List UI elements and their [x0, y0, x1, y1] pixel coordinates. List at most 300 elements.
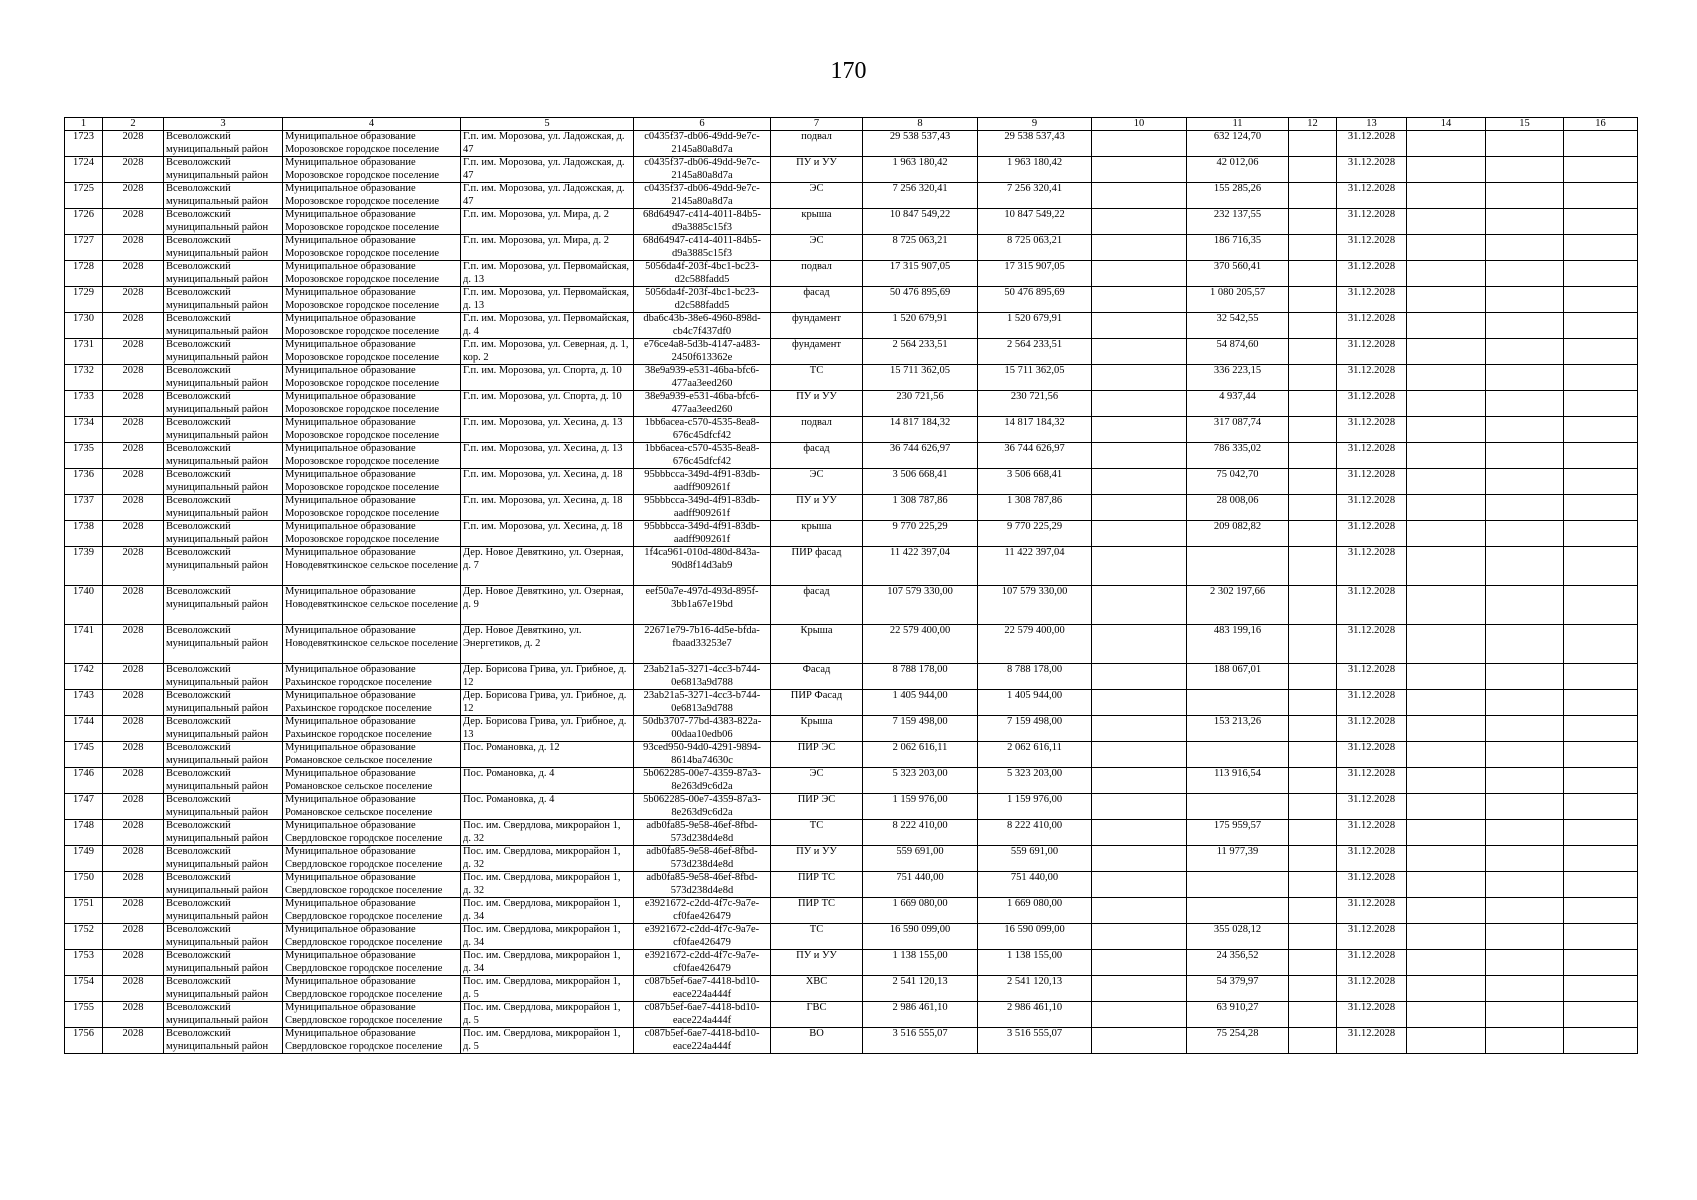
col12-cell [1289, 521, 1337, 547]
col16-cell [1564, 391, 1638, 417]
district-cell: Всеволожский муниципальный район [164, 625, 283, 664]
row-number: 1751 [65, 898, 103, 924]
municipality-cell: Муниципальное образование Свердловское городское поселение [283, 976, 461, 1002]
table-row [65, 1028, 1638, 1054]
municipality-cell: Муниципальное образование Новодевяткинское сельское поселение [283, 586, 461, 625]
cost-fund-cell: 8 222 410,00 [978, 820, 1092, 846]
cost-fund-cell: 107 579 330,00 [978, 586, 1092, 625]
col11-cell: 113 916,54 [1187, 768, 1289, 794]
year-cell: 2028 [103, 469, 164, 495]
work-type-cell: ГВС [771, 1002, 863, 1028]
municipality-cell: Муниципальное образование Морозовское городское поселение [283, 521, 461, 547]
col10-cell [1092, 924, 1187, 950]
col14-cell [1407, 846, 1486, 872]
house-code-cell: 68d64947-c414-4011-84b5-d9a3885c15f3 [634, 235, 771, 261]
col14-cell [1407, 547, 1486, 586]
col16-cell [1564, 365, 1638, 391]
col10-cell [1092, 365, 1187, 391]
table-row [65, 157, 1638, 183]
deadline-cell: 31.12.2028 [1337, 1028, 1407, 1054]
row-number: 1737 [65, 495, 103, 521]
deadline-cell: 31.12.2028 [1337, 976, 1407, 1002]
address-cell: Пос. им. Свердлова, микрорайон 1, д. 5 [461, 1028, 634, 1054]
col15-cell [1486, 365, 1564, 391]
work-type-cell: Крыша [771, 716, 863, 742]
col16-cell [1564, 586, 1638, 625]
municipality-cell: Муниципальное образование Свердловское городское поселение [283, 924, 461, 950]
house-code-cell: 1f4ca961-010d-480d-843a-90d8f14d3ab9 [634, 547, 771, 586]
district-cell: Всеволожский муниципальный район [164, 157, 283, 183]
col14-cell [1407, 950, 1486, 976]
col15-cell [1486, 469, 1564, 495]
municipality-cell: Муниципальное образование Рахьинское городское поселение [283, 664, 461, 690]
row-number: 1742 [65, 664, 103, 690]
col15-cell [1486, 287, 1564, 313]
col15-cell [1486, 625, 1564, 664]
col16-cell [1564, 157, 1638, 183]
cost-total-cell: 7 256 320,41 [863, 183, 978, 209]
district-cell: Всеволожский муниципальный район [164, 209, 283, 235]
cost-fund-cell: 2 564 233,51 [978, 339, 1092, 365]
col16-cell [1564, 261, 1638, 287]
municipality-cell: Муниципальное образование Рахьинское городское поселение [283, 716, 461, 742]
row-number: 1729 [65, 287, 103, 313]
col12-cell [1289, 976, 1337, 1002]
district-cell: Всеволожский муниципальный район [164, 313, 283, 339]
house-code-cell: 50db3707-77bd-4383-822a-00daa10edb06 [634, 716, 771, 742]
col11-cell: 4 937,44 [1187, 391, 1289, 417]
address-cell: Пос. им. Свердлова, микрорайон 1, д. 34 [461, 924, 634, 950]
address-cell: Г.п. им. Морозова, ул. Северная, д. 1, кор. 2 [461, 339, 634, 365]
year-cell: 2028 [103, 846, 164, 872]
column-number: 16 [1564, 118, 1638, 131]
row-number: 1749 [65, 846, 103, 872]
municipality-cell: Муниципальное образование Морозовское городское поселение [283, 235, 461, 261]
col16-cell [1564, 469, 1638, 495]
house-code-cell: c0435f37-db06-49dd-9e7c-2145a80a8d7a [634, 131, 771, 157]
table-row [65, 690, 1638, 716]
column-number: 4 [283, 118, 461, 131]
table-row [65, 976, 1638, 1002]
col10-cell [1092, 495, 1187, 521]
col15-cell [1486, 1028, 1564, 1054]
address-cell: Пос. им. Свердлова, микрорайон 1, д. 5 [461, 1002, 634, 1028]
table-row [65, 521, 1638, 547]
work-type-cell: крыша [771, 521, 863, 547]
cost-total-cell: 107 579 330,00 [863, 586, 978, 625]
table-row [65, 547, 1638, 586]
col10-cell [1092, 547, 1187, 586]
house-code-cell: c0435f37-db06-49dd-9e7c-2145a80a8d7a [634, 157, 771, 183]
col12-cell [1289, 287, 1337, 313]
cost-fund-cell: 1 520 679,91 [978, 313, 1092, 339]
col10-cell [1092, 586, 1187, 625]
table-row [65, 391, 1638, 417]
col12-cell [1289, 625, 1337, 664]
cost-fund-cell: 1 308 787,86 [978, 495, 1092, 521]
col16-cell [1564, 924, 1638, 950]
col16-cell [1564, 664, 1638, 690]
col12-cell [1289, 768, 1337, 794]
district-cell: Всеволожский муниципальный район [164, 690, 283, 716]
col16-cell [1564, 716, 1638, 742]
column-number: 6 [634, 118, 771, 131]
col11-cell: 232 137,55 [1187, 209, 1289, 235]
year-cell: 2028 [103, 625, 164, 664]
deadline-cell: 31.12.2028 [1337, 209, 1407, 235]
col15-cell [1486, 976, 1564, 1002]
cost-total-cell: 1 308 787,86 [863, 495, 978, 521]
year-cell: 2028 [103, 872, 164, 898]
work-type-cell: подвал [771, 131, 863, 157]
municipality-cell: Муниципальное образование Рахьинское городское поселение [283, 690, 461, 716]
col14-cell [1407, 768, 1486, 794]
cost-fund-cell: 15 711 362,05 [978, 365, 1092, 391]
cost-fund-cell: 17 315 907,05 [978, 261, 1092, 287]
cost-fund-cell: 7 256 320,41 [978, 183, 1092, 209]
cost-total-cell: 29 538 537,43 [863, 131, 978, 157]
col12-cell [1289, 339, 1337, 365]
work-type-cell: ЭС [771, 469, 863, 495]
deadline-cell: 31.12.2028 [1337, 235, 1407, 261]
cost-total-cell: 1 520 679,91 [863, 313, 978, 339]
address-cell: Пос. Романовка, д. 4 [461, 768, 634, 794]
cost-fund-cell: 230 721,56 [978, 391, 1092, 417]
year-cell: 2028 [103, 495, 164, 521]
district-cell: Всеволожский муниципальный район [164, 664, 283, 690]
district-cell: Всеволожский муниципальный район [164, 469, 283, 495]
address-cell: Дер. Борисова Грива, ул. Грибное, д. 12 [461, 664, 634, 690]
col11-cell: 32 542,55 [1187, 313, 1289, 339]
work-type-cell: ВО [771, 1028, 863, 1054]
col16-cell [1564, 625, 1638, 664]
work-type-cell: фасад [771, 586, 863, 625]
work-type-cell: ПУ и УУ [771, 157, 863, 183]
col15-cell [1486, 313, 1564, 339]
col12-cell [1289, 898, 1337, 924]
col15-cell [1486, 391, 1564, 417]
col15-cell [1486, 443, 1564, 469]
col14-cell [1407, 157, 1486, 183]
deadline-cell: 31.12.2028 [1337, 443, 1407, 469]
year-cell: 2028 [103, 365, 164, 391]
col14-cell [1407, 794, 1486, 820]
year-cell: 2028 [103, 664, 164, 690]
col10-cell [1092, 313, 1187, 339]
row-number: 1744 [65, 716, 103, 742]
col11-cell: 632 124,70 [1187, 131, 1289, 157]
house-code-cell: adb0fa85-9e58-46ef-8fbd-573d238d4e8d [634, 872, 771, 898]
table-row [65, 339, 1638, 365]
cost-fund-cell: 8 788 178,00 [978, 664, 1092, 690]
col11-cell: 355 028,12 [1187, 924, 1289, 950]
work-type-cell: ПУ и УУ [771, 391, 863, 417]
cost-total-cell: 1 405 944,00 [863, 690, 978, 716]
work-type-cell: ПИР ЭС [771, 794, 863, 820]
work-type-cell: ТС [771, 924, 863, 950]
col15-cell [1486, 924, 1564, 950]
cost-fund-cell: 1 963 180,42 [978, 157, 1092, 183]
table-row [65, 1002, 1638, 1028]
col10-cell [1092, 898, 1187, 924]
address-cell: Г.п. им. Морозова, ул. Хесина, д. 18 [461, 495, 634, 521]
column-number: 14 [1407, 118, 1486, 131]
col16-cell [1564, 547, 1638, 586]
col16-cell [1564, 846, 1638, 872]
row-number: 1723 [65, 131, 103, 157]
col15-cell [1486, 547, 1564, 586]
col15-cell [1486, 521, 1564, 547]
house-code-cell: 95bbbcca-349d-4f91-83db-aadff909261f [634, 469, 771, 495]
district-cell: Всеволожский муниципальный район [164, 846, 283, 872]
col12-cell [1289, 690, 1337, 716]
row-number: 1725 [65, 183, 103, 209]
district-cell: Всеволожский муниципальный район [164, 287, 283, 313]
col12-cell [1289, 417, 1337, 443]
col12-cell [1289, 209, 1337, 235]
row-number: 1747 [65, 794, 103, 820]
work-type-cell: крыша [771, 209, 863, 235]
col12-cell [1289, 846, 1337, 872]
address-cell: Г.п. им. Морозова, ул. Первомайская, д. 13 [461, 287, 634, 313]
municipality-cell: Муниципальное образование Романовское сельское поселение [283, 742, 461, 768]
house-code-cell: 23ab21a5-3271-4cc3-b744-0e6813a9d788 [634, 690, 771, 716]
address-cell: Г.п. им. Морозова, ул. Первомайская, д. 13 [461, 261, 634, 287]
deadline-cell: 31.12.2028 [1337, 547, 1407, 586]
year-cell: 2028 [103, 794, 164, 820]
col14-cell [1407, 872, 1486, 898]
district-cell: Всеволожский муниципальный район [164, 183, 283, 209]
municipality-cell: Муниципальное образование Морозовское городское поселение [283, 365, 461, 391]
cost-total-cell: 1 138 155,00 [863, 950, 978, 976]
col10-cell [1092, 976, 1187, 1002]
year-cell: 2028 [103, 898, 164, 924]
house-code-cell: c087b5ef-6ae7-4418-bd10-eace224a444f [634, 1002, 771, 1028]
col12-cell [1289, 950, 1337, 976]
deadline-cell: 31.12.2028 [1337, 690, 1407, 716]
table-row [65, 924, 1638, 950]
col10-cell [1092, 794, 1187, 820]
cost-fund-cell: 2 986 461,10 [978, 1002, 1092, 1028]
table-row [65, 950, 1638, 976]
col15-cell [1486, 183, 1564, 209]
row-number: 1731 [65, 339, 103, 365]
col14-cell [1407, 209, 1486, 235]
col12-cell [1289, 313, 1337, 339]
deadline-cell: 31.12.2028 [1337, 898, 1407, 924]
year-cell: 2028 [103, 1002, 164, 1028]
house-code-cell: e3921672-c2dd-4f7c-9a7e-cf0fae426479 [634, 950, 771, 976]
deadline-cell: 31.12.2028 [1337, 417, 1407, 443]
row-number: 1736 [65, 469, 103, 495]
municipality-cell: Муниципальное образование Свердловское городское поселение [283, 872, 461, 898]
col14-cell [1407, 625, 1486, 664]
cost-total-cell: 8 725 063,21 [863, 235, 978, 261]
district-cell: Всеволожский муниципальный район [164, 521, 283, 547]
municipality-cell: Муниципальное образование Свердловское городское поселение [283, 846, 461, 872]
address-cell: Пос. им. Свердлова, микрорайон 1, д. 34 [461, 950, 634, 976]
table-row [65, 716, 1638, 742]
col11-cell: 175 959,57 [1187, 820, 1289, 846]
row-number: 1739 [65, 547, 103, 586]
col10-cell [1092, 846, 1187, 872]
col16-cell [1564, 794, 1638, 820]
cost-fund-cell: 5 323 203,00 [978, 768, 1092, 794]
municipality-cell: Муниципальное образование Свердловское городское поселение [283, 898, 461, 924]
work-type-cell: ПУ и УУ [771, 495, 863, 521]
house-code-cell: 22671e79-7b16-4d5e-bfda-fbaad33253e7 [634, 625, 771, 664]
address-cell: Пос. им. Свердлова, микрорайон 1, д. 5 [461, 976, 634, 1002]
district-cell: Всеволожский муниципальный район [164, 443, 283, 469]
col10-cell [1092, 521, 1187, 547]
address-cell: Г.п. им. Морозова, ул. Хесина, д. 18 [461, 521, 634, 547]
house-code-cell: 38e9a939-e531-46ba-bfc6-477aa3eed260 [634, 391, 771, 417]
municipality-cell: Муниципальное образование Новодевяткинское сельское поселение [283, 547, 461, 586]
address-cell: Г.п. им. Морозова, ул. Первомайская, д. 4 [461, 313, 634, 339]
col16-cell [1564, 976, 1638, 1002]
municipality-cell: Муниципальное образование Романовское сельское поселение [283, 768, 461, 794]
district-cell: Всеволожский муниципальный район [164, 976, 283, 1002]
table-row [65, 742, 1638, 768]
municipality-cell: Муниципальное образование Морозовское городское поселение [283, 209, 461, 235]
col11-cell: 11 977,39 [1187, 846, 1289, 872]
col14-cell [1407, 1028, 1486, 1054]
year-cell: 2028 [103, 586, 164, 625]
district-cell: Всеволожский муниципальный район [164, 495, 283, 521]
row-number: 1734 [65, 417, 103, 443]
house-code-cell: adb0fa85-9e58-46ef-8fbd-573d238d4e8d [634, 820, 771, 846]
municipality-cell: Муниципальное образование Морозовское городское поселение [283, 443, 461, 469]
col14-cell [1407, 235, 1486, 261]
deadline-cell: 31.12.2028 [1337, 365, 1407, 391]
work-type-cell: ПИР Фасад [771, 690, 863, 716]
table-row [65, 183, 1638, 209]
house-code-cell: 1bb6acea-c570-4535-8ea8-676c45dfcf42 [634, 417, 771, 443]
col15-cell [1486, 261, 1564, 287]
year-cell: 2028 [103, 547, 164, 586]
col14-cell [1407, 183, 1486, 209]
col12-cell [1289, 391, 1337, 417]
district-cell: Всеволожский муниципальный район [164, 872, 283, 898]
deadline-cell: 31.12.2028 [1337, 625, 1407, 664]
col14-cell [1407, 261, 1486, 287]
address-cell: Г.п. им. Морозова, ул. Мира, д. 2 [461, 235, 634, 261]
col12-cell [1289, 1002, 1337, 1028]
deadline-cell: 31.12.2028 [1337, 924, 1407, 950]
col11-cell [1187, 794, 1289, 820]
house-code-cell: e3921672-c2dd-4f7c-9a7e-cf0fae426479 [634, 898, 771, 924]
col11-cell [1187, 872, 1289, 898]
house-code-cell: c087b5ef-6ae7-4418-bd10-eace224a444f [634, 976, 771, 1002]
col11-cell [1187, 547, 1289, 586]
year-cell: 2028 [103, 820, 164, 846]
row-number: 1730 [65, 313, 103, 339]
col12-cell [1289, 495, 1337, 521]
year-cell: 2028 [103, 690, 164, 716]
col10-cell [1092, 742, 1187, 768]
work-type-cell: ПИР ТС [771, 872, 863, 898]
col15-cell [1486, 846, 1564, 872]
col10-cell [1092, 443, 1187, 469]
cost-total-cell: 16 590 099,00 [863, 924, 978, 950]
house-code-cell: 93ced950-94d0-4291-9894-8614ba74630c [634, 742, 771, 768]
district-cell: Всеволожский муниципальный район [164, 768, 283, 794]
col16-cell [1564, 235, 1638, 261]
deadline-cell: 31.12.2028 [1337, 1002, 1407, 1028]
district-cell: Всеволожский муниципальный район [164, 820, 283, 846]
cost-fund-cell: 29 538 537,43 [978, 131, 1092, 157]
col12-cell [1289, 794, 1337, 820]
address-cell: Пос. им. Свердлова, микрорайон 1, д. 32 [461, 846, 634, 872]
column-number: 5 [461, 118, 634, 131]
address-cell: Г.п. им. Морозова, ул. Ладожская, д. 47 [461, 183, 634, 209]
table-row [65, 495, 1638, 521]
deadline-cell: 31.12.2028 [1337, 846, 1407, 872]
col12-cell [1289, 664, 1337, 690]
cost-total-cell: 10 847 549,22 [863, 209, 978, 235]
cost-total-cell: 1 669 080,00 [863, 898, 978, 924]
col11-cell: 75 254,28 [1187, 1028, 1289, 1054]
register-table [64, 117, 1638, 1054]
municipality-cell: Муниципальное образование Свердловское городское поселение [283, 820, 461, 846]
cost-total-cell: 7 159 498,00 [863, 716, 978, 742]
col11-cell: 54 874,60 [1187, 339, 1289, 365]
cost-fund-cell: 3 516 555,07 [978, 1028, 1092, 1054]
col14-cell [1407, 976, 1486, 1002]
col14-cell [1407, 924, 1486, 950]
year-cell: 2028 [103, 339, 164, 365]
address-cell: Г.п. им. Морозова, ул. Ладожская, д. 47 [461, 131, 634, 157]
column-number: 1 [65, 118, 103, 131]
col11-cell: 54 379,97 [1187, 976, 1289, 1002]
year-cell: 2028 [103, 391, 164, 417]
col10-cell [1092, 690, 1187, 716]
year-cell: 2028 [103, 1028, 164, 1054]
cost-total-cell: 8 788 178,00 [863, 664, 978, 690]
col11-cell [1187, 742, 1289, 768]
col15-cell [1486, 768, 1564, 794]
col11-cell: 483 199,16 [1187, 625, 1289, 664]
col16-cell [1564, 417, 1638, 443]
col10-cell [1092, 287, 1187, 313]
address-cell: Г.п. им. Морозова, ул. Хесина, д. 13 [461, 443, 634, 469]
col16-cell [1564, 820, 1638, 846]
cost-fund-cell: 11 422 397,04 [978, 547, 1092, 586]
column-number: 13 [1337, 118, 1407, 131]
house-code-cell: 5b062285-00e7-4359-87a3-8e263d9c6d2a [634, 768, 771, 794]
col15-cell [1486, 690, 1564, 716]
col10-cell [1092, 157, 1187, 183]
col16-cell [1564, 521, 1638, 547]
col16-cell [1564, 768, 1638, 794]
col10-cell [1092, 664, 1187, 690]
year-cell: 2028 [103, 131, 164, 157]
row-number: 1741 [65, 625, 103, 664]
house-code-cell: e76ce4a8-5d3b-4147-a483-2450f613362e [634, 339, 771, 365]
col12-cell [1289, 924, 1337, 950]
address-cell: Пос. им. Свердлова, микрорайон 1, д. 32 [461, 820, 634, 846]
municipality-cell: Муниципальное образование Свердловское городское поселение [283, 1002, 461, 1028]
district-cell: Всеволожский муниципальный район [164, 365, 283, 391]
col14-cell [1407, 339, 1486, 365]
year-cell: 2028 [103, 235, 164, 261]
work-type-cell: Крыша [771, 625, 863, 664]
col16-cell [1564, 742, 1638, 768]
column-number: 3 [164, 118, 283, 131]
work-type-cell: ЭС [771, 235, 863, 261]
col11-cell: 153 213,26 [1187, 716, 1289, 742]
row-number: 1727 [65, 235, 103, 261]
